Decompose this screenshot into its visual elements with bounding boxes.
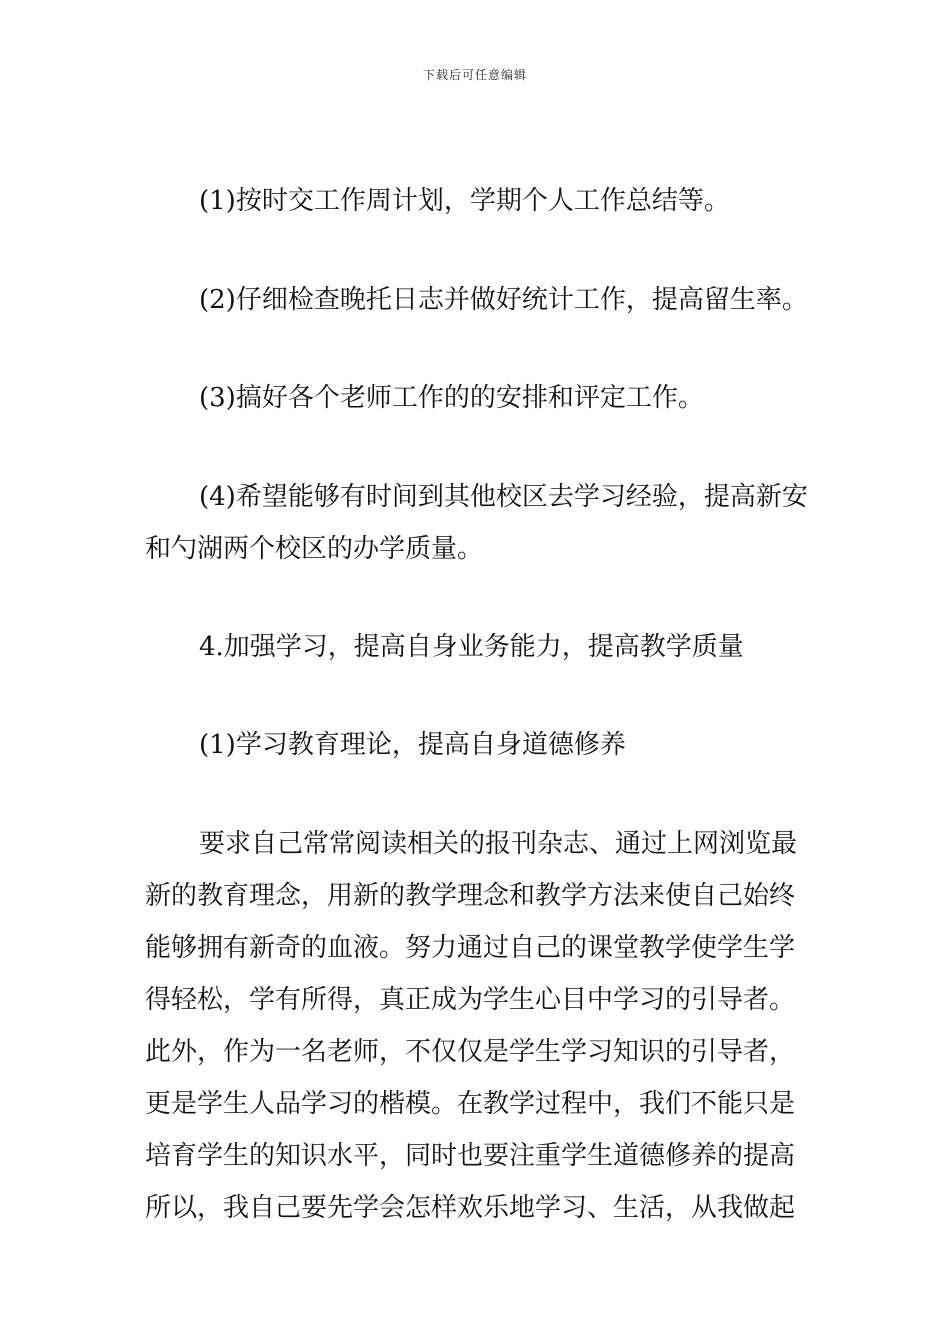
paragraph-3: (3)搞好各个老师工作的的安排和评定工作。 [199,383,704,413]
paragraph-2: (2)仔细检查晚托日志并做好统计工作，提高留生率。 [199,285,808,315]
page-header: 下载后可任意编辑 [422,68,527,82]
section-heading: 4.加强学习，提高自身业务能力，提高教学质量 [199,632,744,662]
body-paragraph: 要求自己常常阅读相关的报刊杂志、通过上网浏览最新的教育理念，用新的教学理念和教学方法来使自己始终能够拥有新奇的血液。努力通过自己的课堂教学使学生学得轻松，学有所得，真正成为学生心目中学习的引导者。此外，作为一名老师，不仅仅是学生学习知识的引导者，更是学生人品学习的楷模。在教学过程中，我们不能只是培育学生的知识水平，同时也要注重学生道德修养的提高所以，我自己要先学会怎样欢乐地学习、生活，从我做起 [145,829,798,1223]
paragraph-4: (4)希望能够有时间到其他校区去学习经验，提高新安和勺湖两个校区的办学质量。 [145,482,808,564]
paragraph-1: (1)按时交工作周计划，学期个人工作总结等。 [199,186,730,216]
subsection-heading: (1)学习教育理论，提高自身道德修养 [199,730,626,760]
